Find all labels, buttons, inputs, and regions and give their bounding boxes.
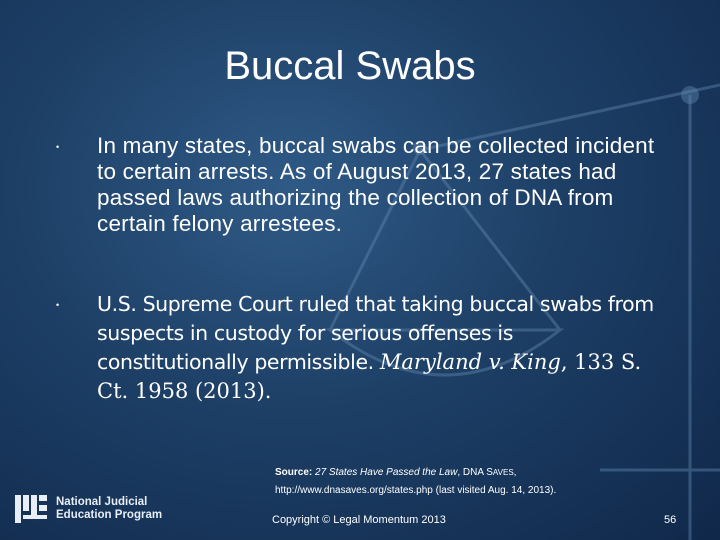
source-org-smallcaps: AVES <box>492 468 514 477</box>
source-label: Source: <box>275 467 313 478</box>
source-title: 27 States Have Passed the Law <box>315 467 458 478</box>
citation-case-name: Maryland v. King <box>379 350 561 374</box>
bullet-2 <box>97 290 657 406</box>
logo-line-1: National Judicial <box>56 496 148 508</box>
page-number: 56 <box>664 514 677 526</box>
copyright: Copyright © Legal Momentum 2013 <box>272 514 446 526</box>
bullet-1-text: In many states, buccal swabs can be collected incident to certain arrests. As of August 2013, 27 states had passed laws authorizing the collection of DNA from certain felony arrestees. <box>97 133 655 236</box>
slide-title: Buccal Swabs <box>224 44 476 88</box>
citation-reporter: , 133 S. Ct. 1958 (2013). <box>97 350 642 403</box>
bullet-2-text: U.S. Supreme Court ruled that taking buccal swabs from suspects in custody for serious offenses is constitutionally permissible. <box>97 292 654 374</box>
source-org-prefix: , DNA S <box>457 467 493 478</box>
source-url: http://www.dnasaves.org/states.php (last visited Aug. 14, 2013). <box>275 485 557 496</box>
logo-text <box>56 496 162 522</box>
source-org-suffix: , <box>513 467 517 478</box>
njep-logo <box>14 491 162 527</box>
njep-logo-icon <box>14 491 50 527</box>
source-note <box>275 464 705 500</box>
bullet-marker: • <box>56 300 60 310</box>
logo-line-2: Education Program <box>56 509 163 521</box>
bullet-marker: • <box>56 142 60 152</box>
